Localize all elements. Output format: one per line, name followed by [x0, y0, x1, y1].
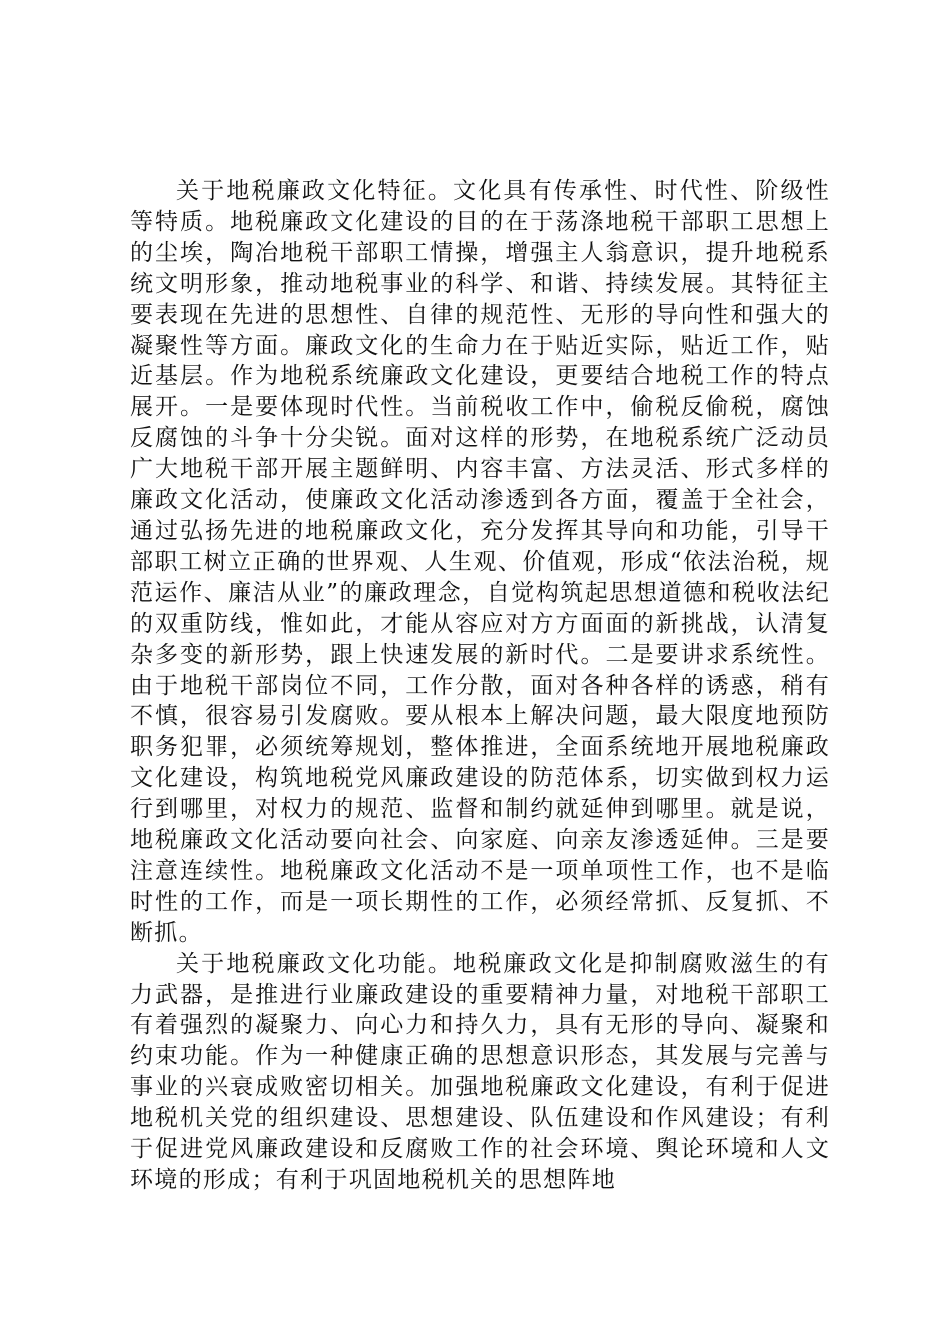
paragraph-features: 关于地税廉政文化特征。文化具有传承性、时代性、阶级性等特质。地税廉政文化建设的目的在于荡涤地税干部职工思想上的尘埃，陶冶地税干部职工情操，增强主人翁意识，提升地税系统文明形象，推动地税事业的科学、和谐、持续发展。其特征主要表现在先进的思想性、自律的规范性、无形的导向性和强大的凝聚性等方面。廉政文化的生命力在于贴近实际，贴近工作，贴近基层。作为地税系统廉政文化建设，更要结合地税工作的特点展开。一是要体现时代性。当前税收工作中，偷税反偷税，腐蚀反腐蚀的斗争十分尖锐。面对这样的形势，在地税系统广泛动员广大地税干部开展主题鲜明、内容丰富、方法灵活、形式多样的廉政文化活动，使廉政文化活动渗透到各方面，覆盖于全社会，通过弘扬先进的地税廉政文化，充分发挥其导向和功能，引导干部职工树立正确的世界观、人生观、价值观，形成“依法治税，规范运作、廉洁从业”的廉政理念，自觉构筑起思想道德和税收法纪的双重防线，惟如此，才能从容应对方方面面的新挑战，认清复杂多变的新形势，跟上快速发展的新时代。二是要讲求系统性。由于地税干部岗位不同，工作分散，面对各种各样的诱惑，稍有不慎，很容易引发腐败。要从根本上解决问题，最大限度地预防职务犯罪，必须统筹规划，整体推进，全面系统地开展地税廉政文化建设，构筑地税党风廉政建设的防范体系，切实做到权力运行到哪里，对权力的规范、监督和制约就延伸到哪里。就是说，地税廉政文化活动要向社会、向家庭、向亲友渗透延伸。三是要注意连续性。地税廉政文化活动不是一项单项性工作，也不是临时性的工作，而是一项长期性的工作，必须经常抓、反复抓、不断抓。 [130, 178, 830, 946]
document-body [130, 176, 830, 1196]
paragraph-functions: 关于地税廉政文化功能。地税廉政文化是抑制腐败滋生的有力武器，是推进行业廉政建设的重要精神力量，对地税干部职工有着强烈的凝聚力、向心力和持久力，具有无形的导向、凝聚和约束功能。作为一种健康正确的思想意识形态，其发展与完善与事业的兴衰成败密切相关。加强地税廉政文化建设，有利于促进地税机关党的组织建设、思想建设、队伍建设和作风建设；有利于促进党风廉政建设和反腐败工作的社会环境、舆论环境和人文环境的形成；有利于巩固地税机关的思想阵地 [130, 950, 830, 1193]
